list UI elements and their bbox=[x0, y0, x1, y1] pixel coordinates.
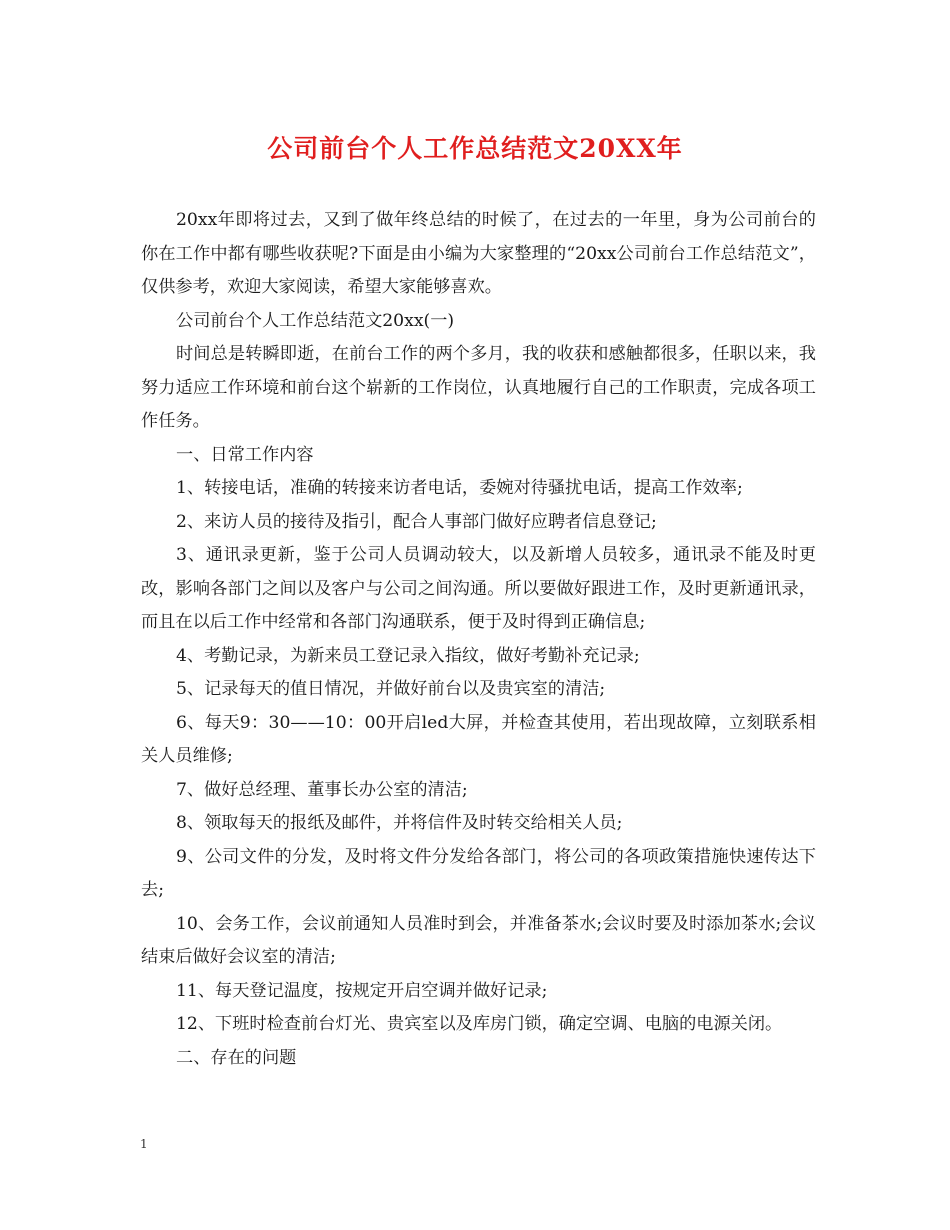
list-item-1: 1、转接电话，准确的转接来访者电话，委婉对待骚扰电话，提高工作效率; bbox=[176, 478, 743, 498]
paragraph-section-heading: 公司前台个人工作总结范文20xx(一) bbox=[176, 310, 455, 331]
heading-daily-work: 一、日常工作内容 bbox=[176, 444, 314, 465]
list-item-2: 2、来访人员的接待及指引，配合人事部门做好应聘者信息登记; bbox=[176, 511, 657, 532]
list-item-5: 5、记录每天的值日情况，并做好前台以及贵宾室的清洁; bbox=[176, 679, 606, 699]
list-item-10: 10、会务工作，会议前通知人员准时到会，并准备茶水;会议时要及时添加茶水;会议结束后做好会议室的清洁; bbox=[141, 913, 816, 967]
list-item-8: 8、领取每天的报纸及邮件，并将信件及时转交给相关人员; bbox=[176, 813, 623, 833]
document-title: 公司前台个人工作总结范文20XX年 bbox=[267, 134, 683, 163]
paragraph-intro: 20xx年即将过去，又到了做年终总结的时候了，在过去的一年里，身为公司前台的你在工作中都有哪些收获呢?下面是由小编为大家整理的“20xx公司前台工作总结范文”，仅供参考，欢迎大家阅读，希望大家能够喜欢。 bbox=[141, 210, 816, 297]
list-item-12: 12、下班时检查前台灯光、贵宾室以及库房门锁，确定空调、电脑的电源关闭。 bbox=[176, 1014, 783, 1034]
document-body bbox=[141, 204, 816, 1075]
list-item-3: 3、通讯录更新，鉴于公司人员调动较大，以及新增人员较多，通讯录不能及时更改，影响各部门之间以及客户与公司之间沟通。所以要做好跟进工作，及时更新通讯录，而且在以后工作中经常和各部门沟通联系，便于及时得到正确信息; bbox=[141, 545, 816, 632]
list-item-9: 9、公司文件的分发，及时将文件分发给各部门，将公司的各项政策措施快速传达下去; bbox=[141, 846, 816, 900]
paragraph-overview: 时间总是转瞬即逝，在前台工作的两个多月，我的收获和感触都很多，任职以来，我努力适应工作环境和前台这个崭新的工作岗位，认真地履行自己的工作职责，完成各项工作任务。 bbox=[141, 344, 816, 431]
list-item-7: 7、做好总经理、董事长办公室的清洁; bbox=[176, 779, 468, 800]
list-item-4: 4、考勤记录，为新来员工登记录入指纹，做好考勤补充记录; bbox=[176, 645, 640, 666]
page-number: 1 bbox=[140, 1137, 148, 1151]
heading-problems: 二、存在的问题 bbox=[176, 1047, 297, 1068]
list-item-11: 11、每天登记温度，按规定开启空调并做好记录; bbox=[176, 980, 548, 1001]
list-item-6: 6、每天9：30——10：00开启led大屏，并检查其使用，若出现故障，立刻联系相关人员维修; bbox=[141, 712, 816, 766]
